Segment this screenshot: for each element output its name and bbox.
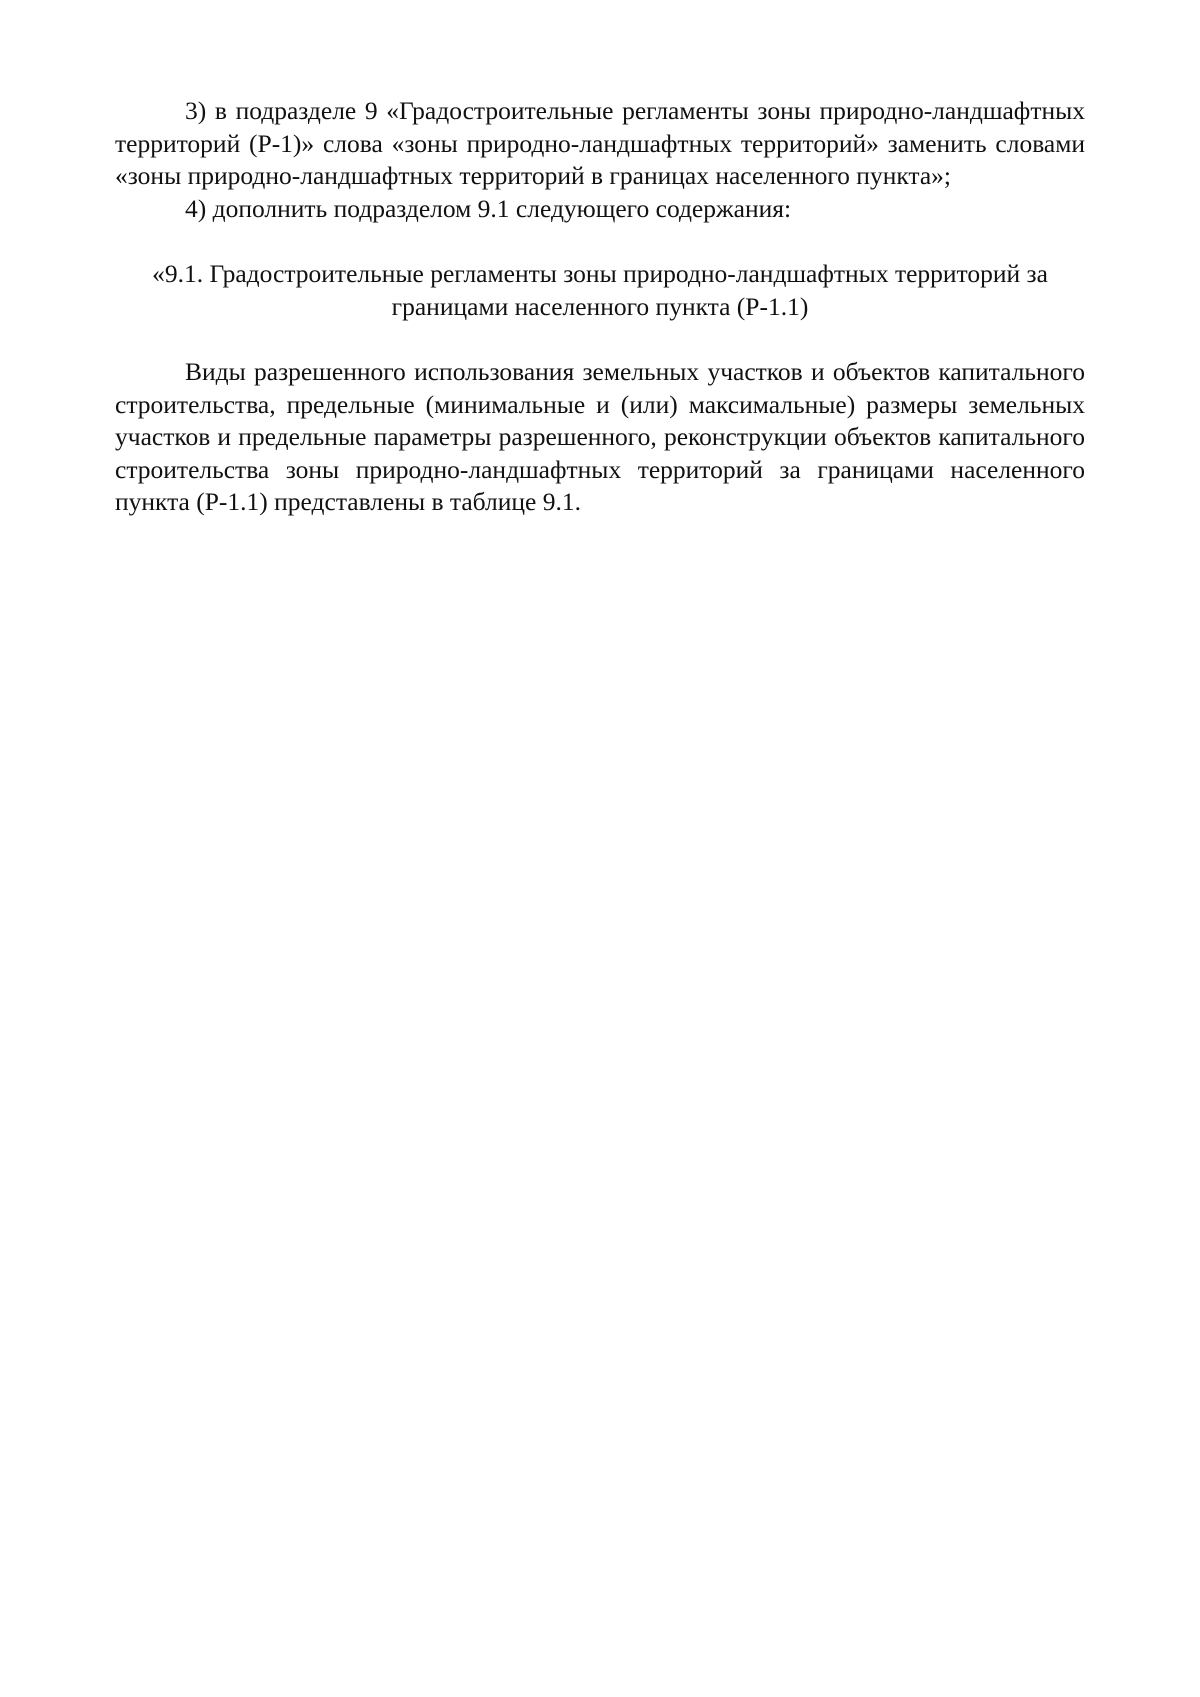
document-content bbox=[115, 95, 1085, 519]
paragraph-item-3: 3) в подразделе 9 «Градостроительные регламенты зоны природно-ландшафтных территорий (Р-1)» слова «зоны природно-ландшафтных территорий» заменить словами «зоны природно-ландшафтных территорий в границах населенного пункта»; bbox=[115, 96, 1085, 190]
paragraph-body: Виды разрешенного использования земельных участков и объектов капитального строительства, предельные (минимальные и (или) максимальные) размеры земельных участков и предельные параметры разрешенного, реконструкции объектов капитального строительства зоны природно-ландшафтных территорий за границами населенного пункта (Р-1.1) представлены в таблице 9.1. bbox=[115, 357, 1085, 516]
section-heading-9-1: «9.1. Градостроительные регламенты зоны природно-ландшафтных территорий за границами населенного пункта (Р-1.1) bbox=[152, 259, 1048, 321]
paragraph-item-4: 4) дополнить подразделом 9.1 следующего содержания: bbox=[185, 193, 792, 223]
